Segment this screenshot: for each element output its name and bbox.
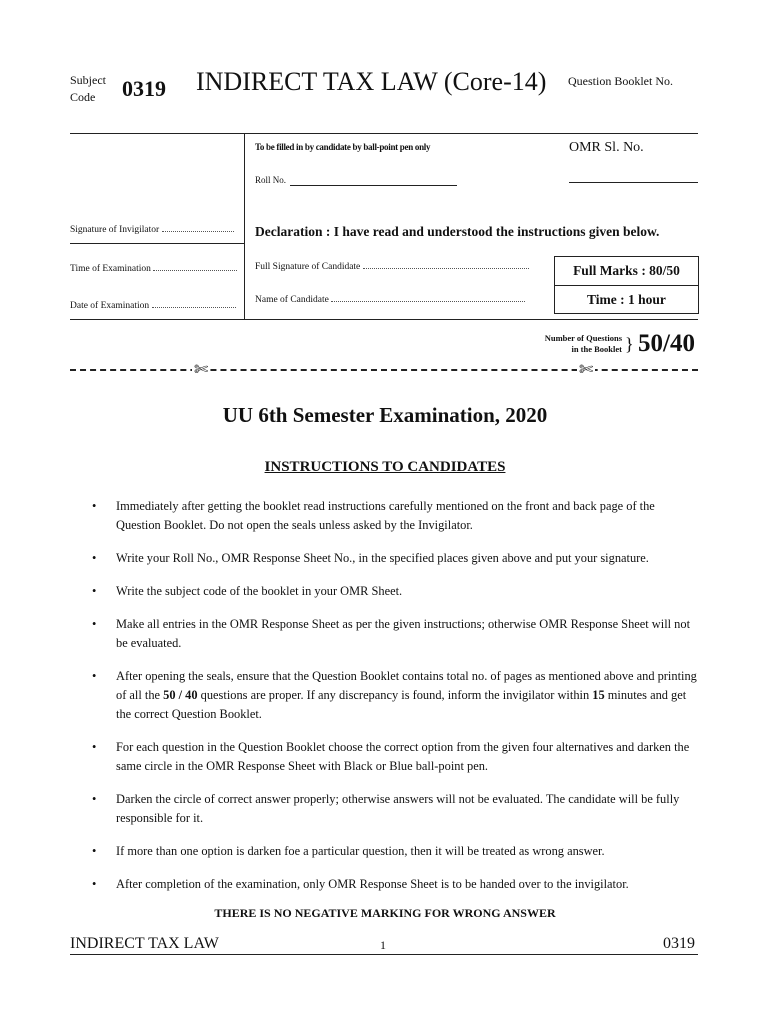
- instruction-text: Write the subject code of the booklet in your OMR Sheet.: [116, 584, 403, 598]
- footer-code: 0319: [663, 935, 695, 952]
- dotted-line: [153, 262, 237, 271]
- instruction-item: [92, 615, 700, 653]
- instruction-text-part: minutes and get the correct Question Booklet.: [116, 688, 687, 721]
- bullet: •: [92, 844, 97, 858]
- instruction-text-part: After opening the seals, ensure that the Question Booklet contains total no. of pages as mentioned above and printing of all the: [116, 669, 697, 702]
- instruction-text: Write your Roll No., OMR Response Sheet No., in the specified places given above and put your signature.: [116, 551, 649, 565]
- bullet: •: [92, 792, 97, 806]
- instruction-text: After completion of the examination, only OMR Response Sheet is to be handed over to the invigilator.: [116, 877, 629, 891]
- exam-duration: Time : 1 hour: [555, 285, 698, 314]
- full-marks: Full Marks : 80/50: [573, 263, 680, 278]
- roll-no-field[interactable]: [290, 185, 457, 186]
- invigilator-signature-field[interactable]: [70, 223, 234, 235]
- dotted-line: [331, 293, 525, 302]
- time-of-examination-field[interactable]: [70, 262, 237, 274]
- bullet: •: [92, 551, 97, 565]
- bullet: •: [92, 499, 97, 513]
- scissors-icon: ✄: [579, 360, 594, 379]
- paper-title: INDIRECT TAX LAW (Core-14): [196, 67, 547, 96]
- invigilator-signature-label: Signature of Invigilator: [70, 225, 160, 235]
- dotted-line: [162, 223, 234, 232]
- candidate-signature-field[interactable]: [255, 260, 529, 272]
- omr-serial-label: OMR Sl. No.: [569, 140, 644, 155]
- date-of-examination-label: Date of Examination: [70, 301, 150, 311]
- fill-note: To be filled in by candidate by ball-point pen only: [255, 142, 431, 152]
- instruction-text: [116, 669, 697, 721]
- instruction-item: [92, 790, 700, 828]
- instruction-text-part: questions are proper. If any discrepancy is found, inform the invigilator within: [197, 688, 593, 702]
- footer-subject: INDIRECT TAX LAW: [70, 935, 219, 952]
- invigilator-signature-line: [70, 243, 244, 244]
- subject-code: 0319: [122, 76, 166, 101]
- form-top-border: [70, 133, 698, 134]
- instruction-text: Make all entries in the OMR Response Sheet as per the given instructions; otherwise OMR Response Sheet will not be evaluated.: [116, 617, 691, 650]
- scissors-icon: ✄: [194, 360, 209, 379]
- instruction-text: For each question in the Question Booklet choose the correct option from the given four alternatives and darken the same circle in the OMR Response Sheet with Black or Blue ball-point pen.: [116, 740, 690, 773]
- form-divider-vertical: [244, 133, 245, 319]
- instructions-title: INSTRUCTIONS TO CANDIDATES: [264, 459, 506, 475]
- number-of-questions-label-line2: in the Booklet: [571, 344, 622, 354]
- instructions-list: [92, 497, 700, 908]
- instruction-item: [92, 842, 700, 861]
- exam-title: UU 6th Semester Examination, 2020: [222, 403, 548, 427]
- dotted-line: [152, 299, 236, 308]
- candidate-name-label: Name of Candidate: [255, 295, 329, 305]
- number-of-questions-label: [520, 333, 622, 355]
- cut-line: [70, 369, 698, 371]
- dotted-line: [363, 260, 529, 269]
- instruction-item: [92, 875, 700, 894]
- instruction-text: If more than one option is darken foe a particular question, then it will be treated as wrong answer.: [116, 844, 605, 858]
- marks-time-box: [554, 256, 699, 314]
- declaration: Declaration : I have read and understood the instructions given below.: [255, 224, 660, 239]
- bullet: •: [92, 877, 97, 891]
- instruction-text: Darken the circle of correct answer properly; otherwise answers will not be evaluated. The candidate will be fully responsible for it.: [116, 792, 680, 825]
- candidate-signature-label: Full Signature of Candidate: [255, 262, 361, 272]
- form-bottom-border: [70, 319, 698, 320]
- omr-serial-field[interactable]: [569, 182, 698, 183]
- page-number: 1: [380, 938, 386, 952]
- instruction-item: [92, 738, 700, 776]
- bullet: •: [92, 669, 97, 683]
- number-of-questions-label-line1: Number of Questions: [544, 333, 622, 343]
- instruction-item: [92, 497, 700, 535]
- minutes-emphasis: 15: [592, 688, 605, 702]
- roll-no-label: Roll No.: [255, 175, 287, 185]
- brace: }: [625, 334, 634, 354]
- negative-marking-note: THERE IS NO NEGATIVE MARKING FOR WRONG ANSWER: [214, 906, 556, 920]
- instruction-item: [92, 582, 700, 601]
- candidate-name-field[interactable]: [255, 293, 525, 305]
- footer-rule: [70, 954, 698, 955]
- bullet: •: [92, 584, 97, 598]
- subject-label-line2: Code: [70, 90, 96, 104]
- subject-label-line1: Subject: [70, 73, 106, 87]
- instruction-item: [92, 667, 700, 724]
- instruction-text: Immediately after getting the booklet read instructions carefully mentioned on the front and back page of the Question Booklet. Do not open the seals unless asked by the Invigilator.: [116, 499, 655, 532]
- time-of-examination-label: Time of Examination: [70, 264, 151, 274]
- date-of-examination-field[interactable]: [70, 299, 236, 311]
- instruction-item: [92, 549, 700, 568]
- subject-code-label: [70, 72, 106, 106]
- bullet: •: [92, 740, 97, 754]
- bullet: •: [92, 617, 97, 631]
- question-count-emphasis: 50 / 40: [163, 688, 198, 702]
- question-booklet-label: Question Booklet No.: [568, 74, 673, 88]
- number-of-questions: 50/40: [638, 330, 695, 357]
